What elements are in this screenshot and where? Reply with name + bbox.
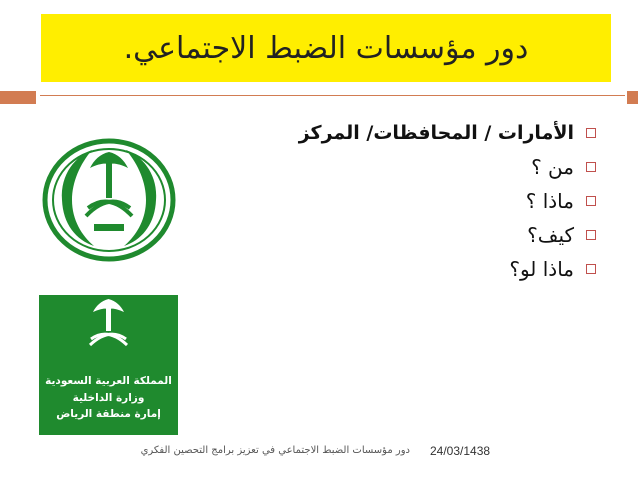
bullet-text: ماذا ؟ [525,189,574,213]
bullet-list [256,116,596,286]
bullet-item [256,150,596,184]
riyadh-emirate-logo [39,295,178,435]
bullet-item [256,252,596,286]
logo-line-kingdom: المملكة العربية السعودية [45,375,172,387]
logo-line-ministry: وزارة الداخلية [72,392,145,404]
ministry-emblem-icon [42,138,176,262]
bullet-item [256,184,596,218]
bullet-square-icon [586,230,596,240]
bullet-square-icon [586,162,596,172]
bullet-text: كيف؟ [527,223,574,247]
accent-divider [40,95,625,96]
slide-title: دور مؤسسات الضبط الاجتماعي. [123,30,529,66]
bullet-square-icon [586,264,596,274]
logo-line-emirate: إمارة منطقة الرياض [56,408,161,420]
footer-date: 24/03/1438 [430,444,491,458]
bullet-item [256,218,596,252]
slide-title-box [41,14,611,82]
bullet-square-icon [586,196,596,206]
bullet-text: الأمارات / المحافظات/ المركز [298,122,574,144]
bullet-square-icon [586,128,596,138]
emblem-icon [39,295,178,373]
accent-bar-right [627,91,638,104]
bullet-item [256,116,596,150]
bullet-text: ماذا لو؟ [509,257,574,281]
bullet-text: من ؟ [531,155,574,179]
accent-bar-left [0,91,36,104]
footer-text: دور مؤسسات الضبط الاجتماعي في تعزيز برامج التحصين الفكري [140,445,410,456]
